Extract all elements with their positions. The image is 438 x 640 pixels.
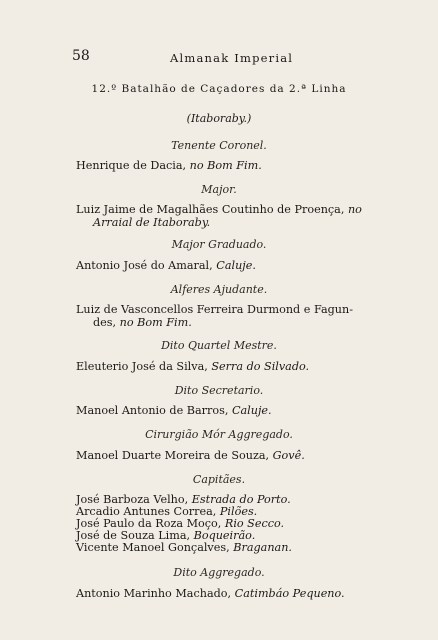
entry-dito-aggregado <box>76 587 345 600</box>
entry-alferes-continuation <box>93 316 192 329</box>
entry-place: no Bom Fim. <box>119 316 192 329</box>
entry-tenente-coronel <box>76 159 262 172</box>
entry-place: Caluje. <box>231 404 272 417</box>
entry-name: Arcadio Antunes Correa, <box>76 505 217 518</box>
entry-place: Pilões. <box>219 505 258 518</box>
entry-cirurgiao <box>76 449 305 462</box>
rank-heading-cirurgiao: Cirurgião Mór Aggregado. <box>145 428 293 441</box>
rank-heading-dito-aggregado: Dito Aggregado. <box>173 566 265 579</box>
entry-major <box>76 203 362 216</box>
entry-name: Vicente Manoel Gonçalves, <box>76 541 230 554</box>
entry-name: José Barboza Velho, <box>76 493 189 506</box>
entry-place: no <box>347 203 362 216</box>
rank-heading-major-graduado: Major Graduado. <box>171 238 267 251</box>
rank-heading-quartel-mestre: Dito Quartel Mestre. <box>161 339 277 352</box>
entry-name: Antonio José do Amaral, <box>76 259 213 272</box>
entry-place: no Bom Fim. <box>189 159 262 172</box>
entry-name: Antonio Marinho Machado, <box>76 587 232 600</box>
entry-quartel-mestre <box>76 360 309 373</box>
entry-name: Manoel Antonio de Barros, <box>76 404 229 417</box>
entry-place: Rio Secco. <box>224 517 285 530</box>
rank-heading-secretario: Dito Secretario. <box>174 384 264 397</box>
entry-name: Manoel Duarte Moreira de Souza, <box>76 449 270 462</box>
entry-place: Braganan. <box>233 541 292 554</box>
entry-major-graduado <box>76 259 256 272</box>
entry-secretario <box>76 404 272 417</box>
page-number: 58 <box>72 48 90 64</box>
entry-name: Luiz Jaime de Magalhães Coutinho de Proença, <box>76 203 345 216</box>
entry-place: Serra do Silvado. <box>211 360 310 373</box>
entry-capitao <box>76 541 292 554</box>
rank-heading-capitaes: Capitães. <box>192 473 246 486</box>
entry-place: Govê. <box>272 449 305 462</box>
section-subtitle: (Itaboraby.) <box>186 112 252 125</box>
entry-place-continuation: Arraial de Itaboraby. <box>93 216 211 229</box>
entry-alferes-ajudante <box>76 303 353 316</box>
running-title: Almanak Imperial <box>170 51 294 65</box>
entry-name: Eleuterio José da Silva, <box>76 360 208 373</box>
entry-major-continuation <box>93 216 210 229</box>
entry-place: Caluje. <box>216 259 256 272</box>
rank-heading-tenente-coronel: Tenente Coronel. <box>171 139 267 152</box>
rank-heading-major: Major. <box>201 183 237 196</box>
entry-name-continuation: des, <box>93 316 117 329</box>
entry-place: Boqueirão. <box>193 529 256 542</box>
rank-heading-alferes-ajudante: Alferes Ajudante. <box>170 283 268 296</box>
entry-name: Henrique de Dacia, <box>76 159 187 172</box>
entry-name: José Paulo da Roza Moço, <box>76 517 222 530</box>
entry-name: José de Souza Lima, <box>76 529 191 542</box>
entry-place: Estrada do Porto. <box>191 493 291 506</box>
entry-place: Catimbáo Pequeno. <box>234 587 345 600</box>
entry-name: Luiz de Vasconcellos Ferreira Durmond e Fagun- <box>76 303 353 316</box>
section-title: 12.º Batalhão de Caçadores da 2.ª Linha <box>91 83 347 95</box>
